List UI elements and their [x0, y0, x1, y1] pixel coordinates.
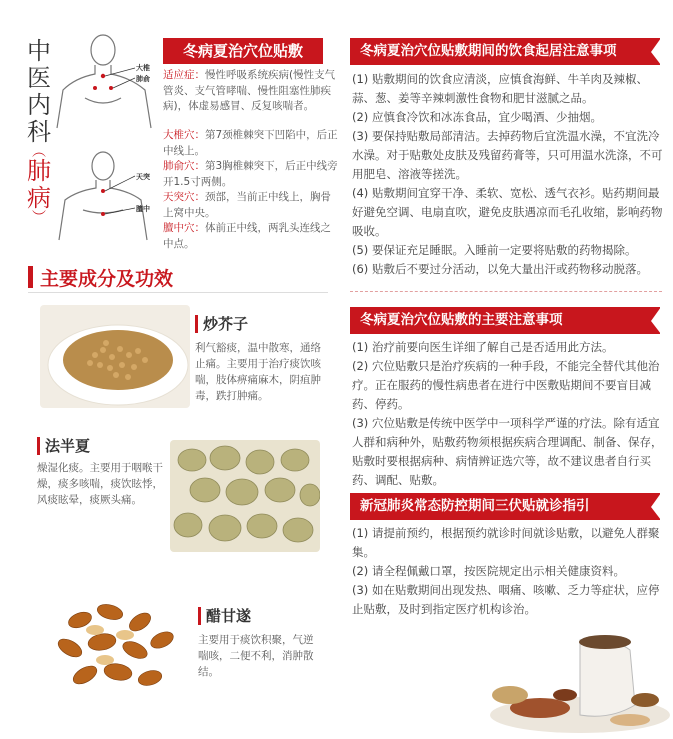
list-item: (2) 请全程佩戴口罩，按医院规定出示相关健康资料。: [352, 564, 625, 578]
list-item: (1) 请提前预约，根据预约就诊时间就诊贴敷，以避免人群聚集。: [352, 526, 660, 559]
top-banner: 冬病夏治穴位贴敷: [163, 38, 323, 64]
ingredients-heading-text: 主要成分及功效: [40, 268, 174, 290]
list-item: (1) 贴敷期间的饮食应清淡，应慎食海鲜、牛羊肉及辣椒、蒜、葱、姜等辛辣刺激性食物和肥甘滋腻之品。: [352, 72, 648, 105]
list-item: (3) 穴位贴敷是传统中医学中一项科学严谨的疗法。除有适宜人群和病种外，贴敷药物须根据疾病合理调配、制备、保存，贴敷时要根据病种、病情辨证选穴等，故不建议患者自行买药、调配、贴敷。: [352, 416, 663, 487]
title-char: 医: [27, 64, 51, 92]
divider: [28, 292, 328, 293]
diet-section-list: [352, 70, 664, 279]
list-item: (6) 贴敷后不要过分活动，以免大量出汗或药物移动脱落。: [352, 262, 648, 276]
main-notes-list: [352, 338, 664, 490]
covid-section-list: [352, 524, 664, 619]
herbal-decoration-image: [470, 620, 670, 735]
title-char: 科: [27, 118, 51, 146]
gansui-photo: [40, 590, 190, 700]
herb-description: 利气豁痰，温中散寒，通络止痛。主要用于治疗痰饮咳喘，肢体痹痛麻木，阴疽肿毒，跌打肿痛。: [195, 342, 321, 402]
title-char: 中: [27, 37, 51, 65]
main-notes-banner: 冬病夏治穴位贴敷的主要注意事项: [350, 307, 660, 334]
acupoint-item: 膻中穴：体前正中线，两乳头连线之中点。: [163, 222, 331, 250]
indication-text: 慢性呼吸系统疾病(慢性支气管炎、支气管哮喘、慢性阻塞性肺疾病)，体虚易感冒、反复咳喘者。: [163, 69, 336, 112]
acupoint-item: 天突穴：颈部，当前正中线上，胸骨上窝中央。: [163, 191, 331, 219]
list-item: (3) 如在贴敷期间出现发热、咽痛、咳嗽、乏力等症状，应停止贴敷，及时到指定医疗机构诊治。: [352, 583, 660, 616]
herb-description: 主要用于痰饮积聚，气逆喘咳，二便不利，消肿散结。: [198, 634, 314, 678]
acupoint-item: 大椎穴：第7颈椎棘突下凹陷中，后正中线上。: [163, 129, 338, 157]
acupoint-list: [163, 128, 338, 252]
herb-name: 醋甘遂: [198, 607, 251, 625]
label-feishu: 肺俞: [136, 75, 150, 83]
label-danzhong: 膻中: [136, 205, 150, 213]
list-item: (3) 要保持贴敷局部清洁。去掉药物后宜洗温水澡，不宜洗冷水澡。对于贴敷处皮肤及残留药膏等，只可用温水洗涤，不可用肥皂、溶液等搓洗。: [352, 129, 663, 181]
herb-name: 法半夏: [37, 437, 90, 455]
covid-section-banner: 新冠肺炎常态防控期间三伏贴就诊指引: [350, 493, 660, 520]
indication-block: [163, 68, 338, 115]
title-char: 病: [27, 184, 51, 212]
mustard-seed-photo: [40, 305, 190, 408]
ingredients-heading: [28, 262, 328, 294]
diet-section-banner: 冬病夏治穴位贴敷期间的饮食起居注意事项: [350, 38, 660, 65]
indication-label: 适应症：: [163, 69, 205, 81]
list-item: (5) 要保证充足睡眠。入睡前一定要将贴敷的药物揭除。: [352, 243, 637, 257]
vertical-title: 中 医 内 科 ︵ 肺 病 ︶: [22, 38, 56, 224]
pinellia-photo: [170, 440, 320, 552]
list-item: (2) 应慎食冷饮和冰冻食品，宜少喝酒、少抽烟。: [352, 110, 602, 124]
label-dazhui: 大椎: [136, 64, 150, 72]
herb-description: 燥湿化痰。主要用于咽喉干燥，痰多咳喘，痰饮眩悸，风痰眩晕，痰厥头痛。: [37, 462, 163, 506]
herb-name: 炒芥子: [195, 315, 248, 333]
acupoint-item: 肺俞穴：第3胸椎棘突下，后正中线旁开1.5寸两侧。: [163, 160, 338, 188]
title-char: 内: [27, 91, 51, 119]
title-char: 肺: [27, 157, 51, 185]
dashed-divider: [350, 291, 662, 292]
label-tiantu: 天突: [136, 173, 150, 181]
list-item: (4) 贴敷期间宜穿干净、柔软、宽松、透气衣衫。贴药期间最好避免空调、电扇直吹，避免皮肤遇凉而毛孔收缩，影响药物吸收。: [352, 186, 663, 238]
list-item: (1) 治疗前要向医生详细了解自己是否适用此方法。: [352, 340, 614, 354]
list-item: (2) 穴位贴敷只是治疗疾病的一种手段，不能完全替代其他治疗。正在服药的慢性病患者在进行中医敷贴期间不要盲目减药、停药。: [352, 359, 660, 411]
